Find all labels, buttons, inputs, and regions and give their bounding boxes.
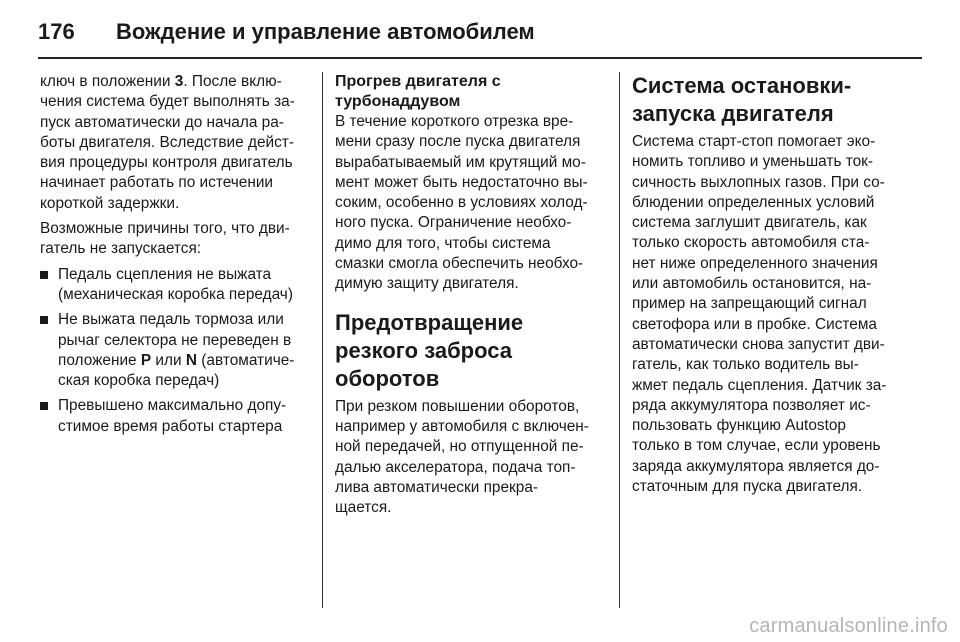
text-line: номить топливо и уменьшать ток- — [632, 153, 874, 171]
text-line: боты двигателя. Вследствие дейст- — [40, 133, 294, 151]
text-line: система заглушит двигатель, как — [632, 214, 867, 232]
text-line: При резком повышении оборотов, — [335, 397, 580, 415]
text-line: блюдении определенных условий — [632, 193, 875, 211]
column-2 — [335, 72, 605, 523]
list-item — [40, 396, 310, 437]
selector-p: P — [140, 351, 152, 369]
text-line: рычаг селектора не переведен в — [58, 331, 292, 349]
text-line: автоматически снова запустит дви- — [632, 335, 885, 353]
text-line: статочным для пуска двигателя. — [632, 478, 863, 496]
text-line: далью акселератора, подача топ- — [335, 458, 576, 476]
text-line: гатель не запускается: — [40, 240, 202, 258]
text-line: пуск автоматически до начала ра- — [40, 113, 284, 131]
text-line: ключ в положении 3. После вклю- — [40, 73, 282, 90]
section-heading: Прогрев двигателя с турбонаддувом — [335, 73, 501, 110]
text-line: светофора или в пробке. Система — [632, 315, 877, 333]
text-line: заряда аккумулятора является до- — [632, 457, 880, 475]
text-line: пример на запрещающий сигнал — [632, 295, 867, 313]
text-line: мени сразу после пуска двигателя — [335, 133, 581, 151]
text-line: лива автоматически прекра- — [335, 478, 539, 496]
text-line: мент может быть недостаточно вы- — [335, 173, 588, 191]
text-line: Превышено максимально допу- — [58, 397, 287, 415]
text-line: димо для того, чтобы система — [335, 234, 551, 252]
text-line: Система старт-стоп помогает эко- — [632, 133, 876, 150]
header-rule — [38, 57, 922, 59]
text-line: чения система будет выполнять за- — [40, 93, 295, 111]
text-line: ская коробка передач) — [58, 372, 220, 390]
text-line: В течение короткого отрезка вре- — [335, 113, 574, 130]
bullet-icon — [40, 271, 48, 279]
text-line: Возможные причины того, что дви- — [40, 220, 290, 238]
text-line: димую защиту двигателя. — [335, 275, 519, 293]
text-line: Педаль сцепления не выжата — [58, 265, 272, 283]
text-line: ной передачей, но отпущенной пе- — [335, 438, 584, 456]
text-line: смазки смогла обеспечить необхо- — [335, 255, 584, 273]
text-line: стимое время работы стартера — [58, 417, 283, 435]
column-3 — [632, 72, 902, 502]
list-item — [40, 265, 310, 306]
paragraph — [40, 72, 310, 214]
section-heading: Система остановки- запуска двигателя — [632, 73, 852, 126]
selector-n: N — [185, 351, 198, 369]
text-line: вырабатываемый им крутящий мо- — [335, 153, 586, 171]
text-line: только скорость автомобиля ста- — [632, 234, 870, 252]
page-number: 176 — [38, 19, 75, 44]
text-line: нет ниже определенного значения — [632, 254, 878, 272]
text-line: Не выжата педаль тормоза или — [58, 311, 284, 329]
text-line: короткой задержки. — [40, 194, 180, 212]
text-line: ного пуска. Ограничение необхо- — [335, 214, 572, 232]
key-position: 3 — [174, 73, 184, 90]
text-line: вия процедуры контроля двигатель — [40, 154, 293, 172]
text-line: или автомобиль остановится, на- — [632, 275, 872, 293]
text-line: (механическая коробка передач) — [58, 285, 293, 303]
text-line: только в том случае, если уровень — [632, 437, 881, 455]
column-divider — [619, 72, 620, 608]
text-line: сичность выхлопных газов. При со- — [632, 173, 885, 191]
text-line: начинает работать по истечении — [40, 174, 274, 192]
bullet-list — [40, 265, 310, 437]
paragraph — [40, 219, 310, 260]
paragraph — [335, 397, 605, 519]
page-header — [38, 14, 535, 50]
text-line: жмет педаль сцепления. Датчик за- — [632, 376, 887, 394]
page-title: Вождение и управление автомобилем — [116, 19, 535, 44]
text-line: щается. — [335, 499, 392, 517]
text-line: положение P или N (автоматиче- — [58, 351, 295, 369]
text-line: ряда аккумулятора позволяет ис- — [632, 396, 871, 414]
text-line: гатель, как только водитель вы- — [632, 356, 859, 374]
paragraph — [632, 132, 902, 497]
watermark-link[interactable]: carmanualsonline.info — [749, 615, 948, 637]
column-divider — [322, 72, 323, 608]
text-line: соким, особенно в условиях холод- — [335, 194, 588, 212]
bullet-icon — [40, 402, 48, 410]
bullet-icon — [40, 316, 48, 324]
list-item — [40, 310, 310, 391]
column-1 — [40, 72, 310, 442]
text-line: пользовать функцию Autostop — [632, 417, 846, 435]
section-heading: Предотвращение резкого заброса оборотов — [335, 309, 524, 391]
text-line: например у автомобиля с включен- — [335, 417, 589, 435]
paragraph — [335, 112, 605, 295]
